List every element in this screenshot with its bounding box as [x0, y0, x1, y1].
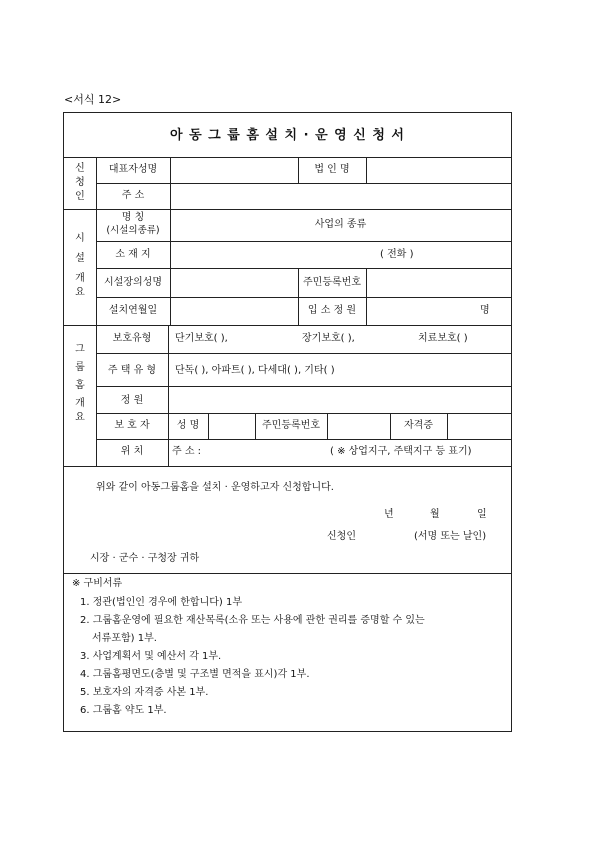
group-location-label: 위 치 [120, 446, 144, 457]
line-applicant-split-2 [366, 157, 367, 183]
document-item: 서류포함) 1부. [92, 633, 157, 644]
line-declaration-end [63, 573, 512, 574]
line-guardian-5 [447, 413, 448, 439]
line-facility-1 [96, 241, 511, 242]
document-item: 3. 사업계획서 및 예산서 각 1부. [80, 651, 222, 662]
protection-option-long[interactable]: 장기보호( ), [302, 333, 355, 344]
document-item: 4. 그룹홈평면도(층별 및 구조별 면적을 표시)각 1부. [80, 669, 310, 680]
housing-options[interactable]: 단독( ), 아파트( ), 다세대( ), 기타( ) [175, 365, 335, 376]
line-applicant-mid [96, 183, 511, 184]
resident-no-field[interactable] [368, 270, 510, 295]
director-name-field[interactable] [172, 270, 296, 295]
location-field[interactable] [172, 243, 372, 266]
form-number: <서식 12> [64, 93, 122, 106]
applicant-sign-label: 신청인 [327, 531, 356, 542]
line-under-title [63, 157, 512, 158]
guardian-resident-no-label: 주민등록번호 [262, 420, 320, 431]
line-guardian-3 [327, 413, 328, 439]
outer-border-right [511, 112, 512, 732]
applicant-section-label: 신 청 인 [75, 163, 85, 202]
guardian-name-field[interactable] [210, 415, 253, 437]
director-name-label: 시설장의성명 [104, 277, 162, 288]
outer-border-left [63, 112, 64, 732]
install-date-field[interactable] [172, 299, 296, 323]
rep-name-label: 대표자성명 [108, 164, 158, 175]
line-guardian-1 [208, 413, 209, 439]
resident-no-label: 주민등록번호 [303, 277, 361, 288]
applicant-address-label: 주 소 [121, 190, 145, 201]
line-label-col-lower [168, 325, 169, 466]
group-address-note: ( ※ 상업지구, 주택지구 등 표기) [330, 446, 472, 457]
line-group-1 [96, 353, 511, 354]
document-item: 5. 보호자의 자격증 사본 1부. [80, 687, 209, 698]
line-facility-end [63, 325, 512, 326]
guardian-label: 보 호 자 [114, 420, 150, 431]
location-label: 소 재 지 [115, 249, 151, 260]
group-home-section-label: 그 룹 홈 개 요 [75, 344, 85, 423]
line-facility-split [298, 268, 299, 325]
documents-header: ※ 구비서류 [72, 578, 123, 589]
document-item: 2. 그룹홈운영에 필요한 재산목록(소유 또는 사용에 관한 권리를 증명할 수 있는 [80, 615, 425, 626]
guardian-cert-field[interactable] [449, 415, 510, 437]
date-year-label: 년 [384, 509, 394, 520]
recipient-line: 시장 · 군수 · 구청장 귀하 [90, 553, 200, 564]
date-month-label: 월 [430, 509, 440, 520]
facility-name-label: 명 칭 [121, 212, 145, 223]
group-address-field[interactable] [210, 441, 325, 464]
capacity-unit: 명 [480, 305, 490, 316]
line-group-4 [96, 439, 511, 440]
install-date-label: 설치연월일 [108, 305, 158, 316]
corp-name-label: 법 인 명 [314, 164, 350, 175]
line-facility-2 [96, 268, 511, 269]
facility-type-label: (시설의종류) [106, 225, 160, 236]
document-item: 6. 그룹홈 약도 1부. [80, 705, 167, 716]
protection-option-treatment[interactable]: 치료보호( ) [418, 333, 468, 344]
group-capacity-label: 정 원 [120, 395, 144, 406]
corp-name-field[interactable] [368, 159, 510, 181]
facility-section-label: 시 설 개 요 [75, 233, 85, 298]
phone-label: ( 전화 ) [380, 249, 414, 260]
protection-type-label: 보호유형 [112, 333, 152, 344]
housing-type-label: 주 택 유 형 [107, 365, 157, 376]
line-group-3 [96, 413, 511, 414]
outer-border-top [63, 112, 512, 113]
capacity-label: 입 소 정 원 [307, 305, 357, 316]
guardian-name-label: 성 명 [176, 420, 200, 431]
declaration-statement: 위와 같이 아동그룹홈을 설치 · 운영하고자 신청합니다. [96, 482, 334, 493]
guardian-cert-label: 자격증 [404, 420, 433, 431]
outer-border-bottom [63, 731, 512, 732]
date-day-label: 일 [477, 509, 487, 520]
line-facility-split-2 [366, 268, 367, 325]
guardian-resident-no-field[interactable] [329, 415, 388, 437]
group-capacity-field[interactable] [170, 388, 510, 411]
applicant-address-field[interactable] [172, 185, 510, 207]
protection-option-short[interactable]: 단기보호( ), [175, 333, 228, 344]
line-label-col-upper [170, 157, 171, 325]
line-group-2 [96, 386, 511, 387]
line-group-end [63, 466, 512, 467]
business-type-label: 사업의 종류 [314, 219, 367, 230]
line-facility-3 [96, 297, 511, 298]
document-item: 1. 정관(법인인 경우에 한합니다) 1부 [80, 597, 243, 608]
form-title: 아 동 그 룹 홈 설 치 · 운 영 신 청 서 [170, 128, 405, 143]
signature-label: (서명 또는 날인) [414, 531, 487, 542]
rep-name-field[interactable] [172, 159, 296, 181]
group-address-label: 주 소 : [172, 446, 202, 457]
signature-field[interactable] [360, 526, 410, 544]
line-applicant-end [63, 209, 512, 210]
